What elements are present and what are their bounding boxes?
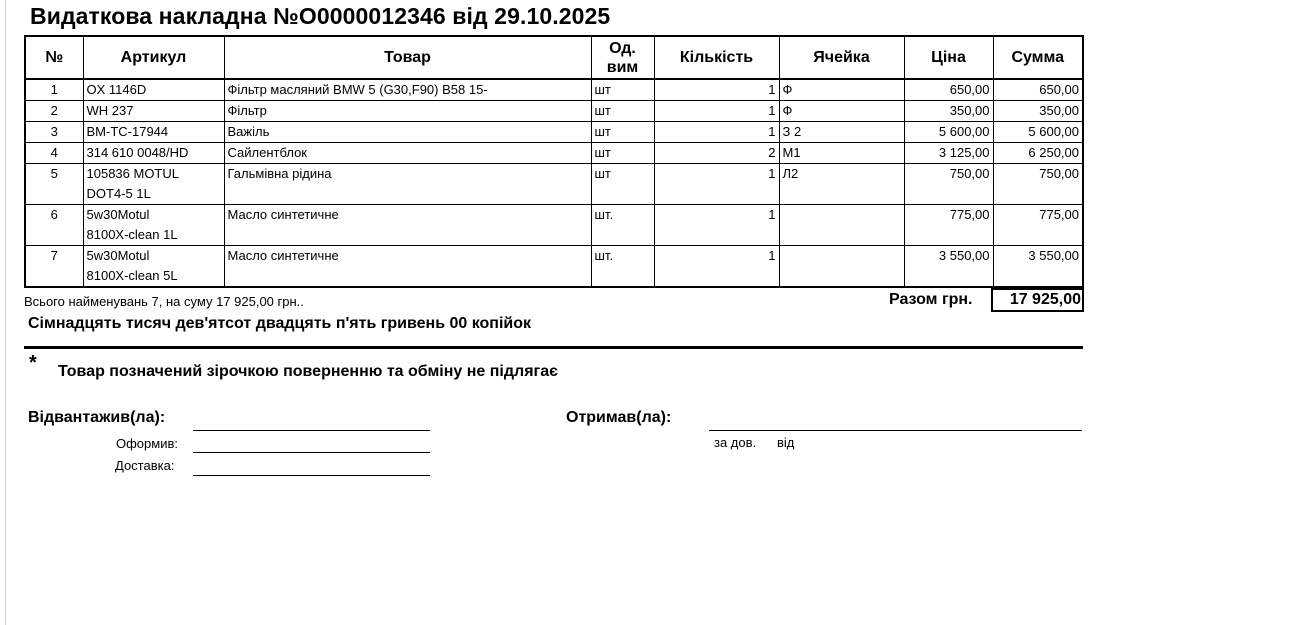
header-num: № xyxy=(25,36,83,79)
row-cell xyxy=(779,246,904,288)
header-article: Артикул xyxy=(83,36,224,79)
row-quantity: 1 xyxy=(654,101,779,122)
table-row xyxy=(25,246,1083,288)
row-price: 775,00 xyxy=(904,205,993,246)
shipped-label: Відвантажив(ла): xyxy=(28,409,166,426)
row-article: 314 610 0048/HD xyxy=(83,143,224,164)
row-sum: 3 550,00 xyxy=(993,246,1083,288)
table-row xyxy=(25,122,1083,143)
row-unit: шт xyxy=(591,101,654,122)
row-unit: шт xyxy=(591,79,654,101)
table-header-row xyxy=(25,36,1083,79)
row-sum: 775,00 xyxy=(993,205,1083,246)
row-quantity: 1 xyxy=(654,205,779,246)
row-unit: шт xyxy=(591,143,654,164)
header-unit-label: Од. вим xyxy=(606,39,639,76)
row-cell: Ф xyxy=(779,79,904,101)
row-unit: шт. xyxy=(591,246,654,288)
total-label: Разом грн. xyxy=(889,291,973,308)
row-num: 7 xyxy=(25,246,83,288)
row-num: 3 xyxy=(25,122,83,143)
header-product: Товар xyxy=(224,36,591,79)
row-article-text: 105836 MOTUL DOT4-5 1L xyxy=(86,166,179,201)
received-signature-line xyxy=(709,430,1082,431)
row-article-text: 5w30Motul 8100X-clean 5L xyxy=(86,248,178,283)
row-product: Важіль xyxy=(224,122,591,143)
row-product: Фільтр xyxy=(224,101,591,122)
table-row xyxy=(25,79,1083,101)
row-quantity: 1 xyxy=(654,246,779,288)
table-row xyxy=(25,101,1083,122)
row-quantity: 1 xyxy=(654,164,779,205)
row-price: 3 125,00 xyxy=(904,143,993,164)
row-article: OX 1146D xyxy=(83,79,224,101)
row-quantity: 1 xyxy=(654,122,779,143)
row-quantity: 2 xyxy=(654,143,779,164)
row-num: 2 xyxy=(25,101,83,122)
row-price: 750,00 xyxy=(904,164,993,205)
row-cell: Л2 xyxy=(779,164,904,205)
row-unit: шт xyxy=(591,122,654,143)
row-num: 6 xyxy=(25,205,83,246)
header-cell: Ячейка xyxy=(779,36,904,79)
row-price: 3 550,00 xyxy=(904,246,993,288)
row-price: 5 600,00 xyxy=(904,122,993,143)
row-article-text: 5w30Motul 8100X-clean 1L xyxy=(86,207,178,242)
table-row xyxy=(25,164,1083,205)
amount-in-words: Сімнадцять тисяч дев'ятсот двадцять п'ять гривень 00 копійок xyxy=(28,315,532,332)
invoice-table xyxy=(24,35,1084,288)
row-cell: З 2 xyxy=(779,122,904,143)
row-cell: Ф xyxy=(779,101,904,122)
proxy-date-label: від xyxy=(777,435,795,450)
header-quantity: Кількість xyxy=(654,36,779,79)
issued-signature-line xyxy=(193,452,430,453)
row-cell xyxy=(779,205,904,246)
separator-line xyxy=(24,346,1083,349)
row-product: Масло синтетичне xyxy=(224,246,591,288)
asterisk-mark: * xyxy=(29,352,37,374)
row-unit: шт. xyxy=(591,205,654,246)
row-num: 5 xyxy=(25,164,83,205)
row-product: Фільтр масляний BMW 5 (G30,F90) B58 15- xyxy=(224,79,591,101)
header-price: Ціна xyxy=(904,36,993,79)
total-value: 17 925,00 xyxy=(991,288,1084,312)
delivery-label: Доставка: xyxy=(115,458,175,473)
row-product: Масло синтетичне xyxy=(224,205,591,246)
row-cell: М1 xyxy=(779,143,904,164)
row-product: Сайлентблок xyxy=(224,143,591,164)
row-sum: 5 600,00 xyxy=(993,122,1083,143)
row-article: BM-TC-17944 xyxy=(83,122,224,143)
summary-line: Всього найменувань 7, на суму 17 925,00 грн.. xyxy=(24,294,304,309)
page-edge xyxy=(5,0,6,625)
header-sum: Сумма xyxy=(993,36,1083,79)
row-unit: шт xyxy=(591,164,654,205)
row-article xyxy=(83,246,224,288)
row-price: 650,00 xyxy=(904,79,993,101)
row-article: WH 237 xyxy=(83,101,224,122)
return-notice: Товар позначений зірочкою поверненню та обміну не підлягає xyxy=(58,363,558,380)
table-row xyxy=(25,205,1083,246)
row-sum: 650,00 xyxy=(993,79,1083,101)
issued-label: Оформив: xyxy=(116,436,178,451)
proxy-label: за дов. xyxy=(714,435,757,450)
received-label: Отримав(ла): xyxy=(566,409,672,426)
row-num: 4 xyxy=(25,143,83,164)
table-row xyxy=(25,143,1083,164)
row-price: 350,00 xyxy=(904,101,993,122)
row-sum: 6 250,00 xyxy=(993,143,1083,164)
row-article xyxy=(83,205,224,246)
header-unit xyxy=(591,36,654,79)
shipped-signature-line xyxy=(193,430,430,431)
row-article xyxy=(83,164,224,205)
row-sum: 350,00 xyxy=(993,101,1083,122)
row-product: Гальмівна рідина xyxy=(224,164,591,205)
delivery-signature-line xyxy=(193,475,430,476)
document-title: Видаткова накладна №О0000012346 від 29.10.2025 xyxy=(30,3,611,29)
row-num: 1 xyxy=(25,79,83,101)
row-quantity: 1 xyxy=(654,79,779,101)
row-sum: 750,00 xyxy=(993,164,1083,205)
